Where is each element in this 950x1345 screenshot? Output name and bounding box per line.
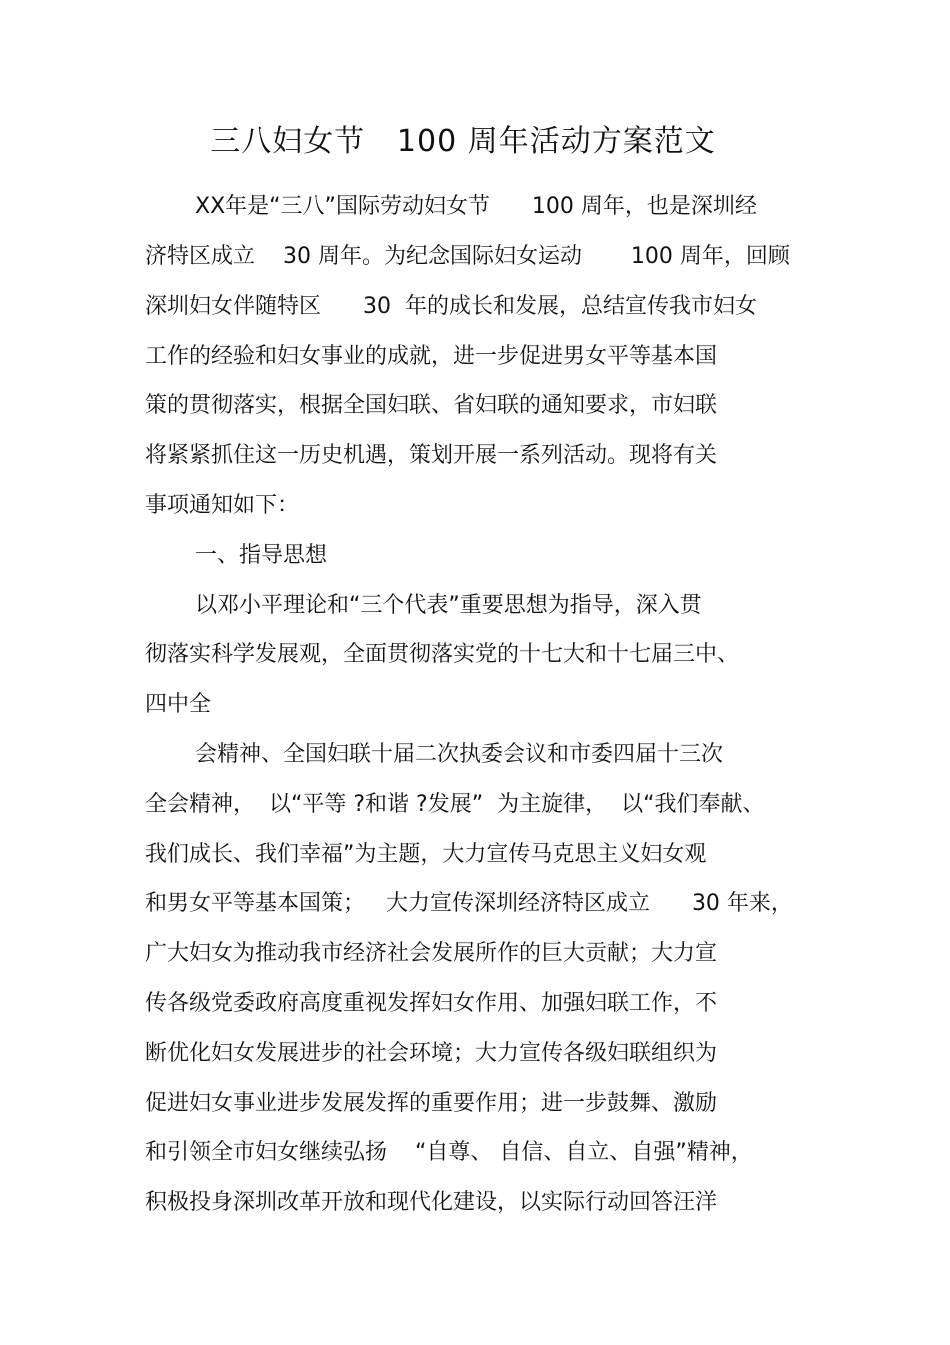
- body-line-11: 四中全: [145, 692, 212, 717]
- body-line-3: 深圳妇女伴随特区 30 年的成长和发展，总结宣传我市妇女: [145, 294, 757, 319]
- body-line-17: 传各级党委政府高度重视发挥妇女作用、加强妇联工作，不: [145, 991, 718, 1016]
- body-line-21: 积极投身深圳改革开放和现代化建设，以实际行动回答汪洋: [145, 1190, 718, 1215]
- section-heading: 一、指导思想: [195, 543, 328, 568]
- body-line-13: 全会精神， 以“平等 ?和谐 ?发展” 为主旋律， 以“我们奉献、: [145, 792, 765, 817]
- body-line-16: 广大妇女为推动我市经济社会发展所作的巨大贡献；大力宣: [145, 941, 718, 966]
- body-line-12: 会精神、全国妇联十届二次执委会议和市委四届十三次: [195, 742, 724, 767]
- body-line-7: 事项通知如下：: [145, 493, 300, 518]
- body-line-19: 促进妇女事业进步发展发挥的重要作用；进一步鼓舞、激励: [145, 1091, 718, 1116]
- body-line-5: 策的贯彻落实，根据全国妇联、省妇联的通知要求，市妇联: [145, 393, 718, 418]
- body-line-2: 济特区成立 30 周年。为纪念国际妇女运动 100 周年，回顾: [145, 244, 790, 269]
- body-line-6: 将紧紧抓住这一历史机遇，策划开展一系列活动。现将有关: [145, 443, 718, 468]
- body-line-14: 我们成长、我们幸福”为主题，大力宣传马克思主义妇女观: [145, 842, 707, 867]
- body-line-10: 彻落实科学发展观，全面贯彻落实党的十七大和十七届三中、: [145, 642, 740, 667]
- body-line-15: 和男女平等基本国策； 大力宣传深圳经济特区成立 30 年来，: [145, 891, 793, 916]
- document-title: 三八妇女节 100 周年活动方案范文: [210, 124, 716, 159]
- body-line-18: 断优化妇女发展进步的社会环境；大力宣传各级妇联组织为: [145, 1041, 718, 1066]
- body-line-9: 以邓小平理论和“三个代表”重要思想为指导，深入贯: [195, 593, 702, 618]
- body-line-20: 和引领全市妇女继续弘扬 “自尊、 自信、自立、自强”精神，: [145, 1140, 753, 1165]
- body-line-4: 工作的经验和妇女事业的成就，进一步促进男女平等基本国: [145, 344, 718, 369]
- body-line-1: XX年是“三八”国际劳动妇女节 100 周年，也是深圳经: [195, 194, 757, 219]
